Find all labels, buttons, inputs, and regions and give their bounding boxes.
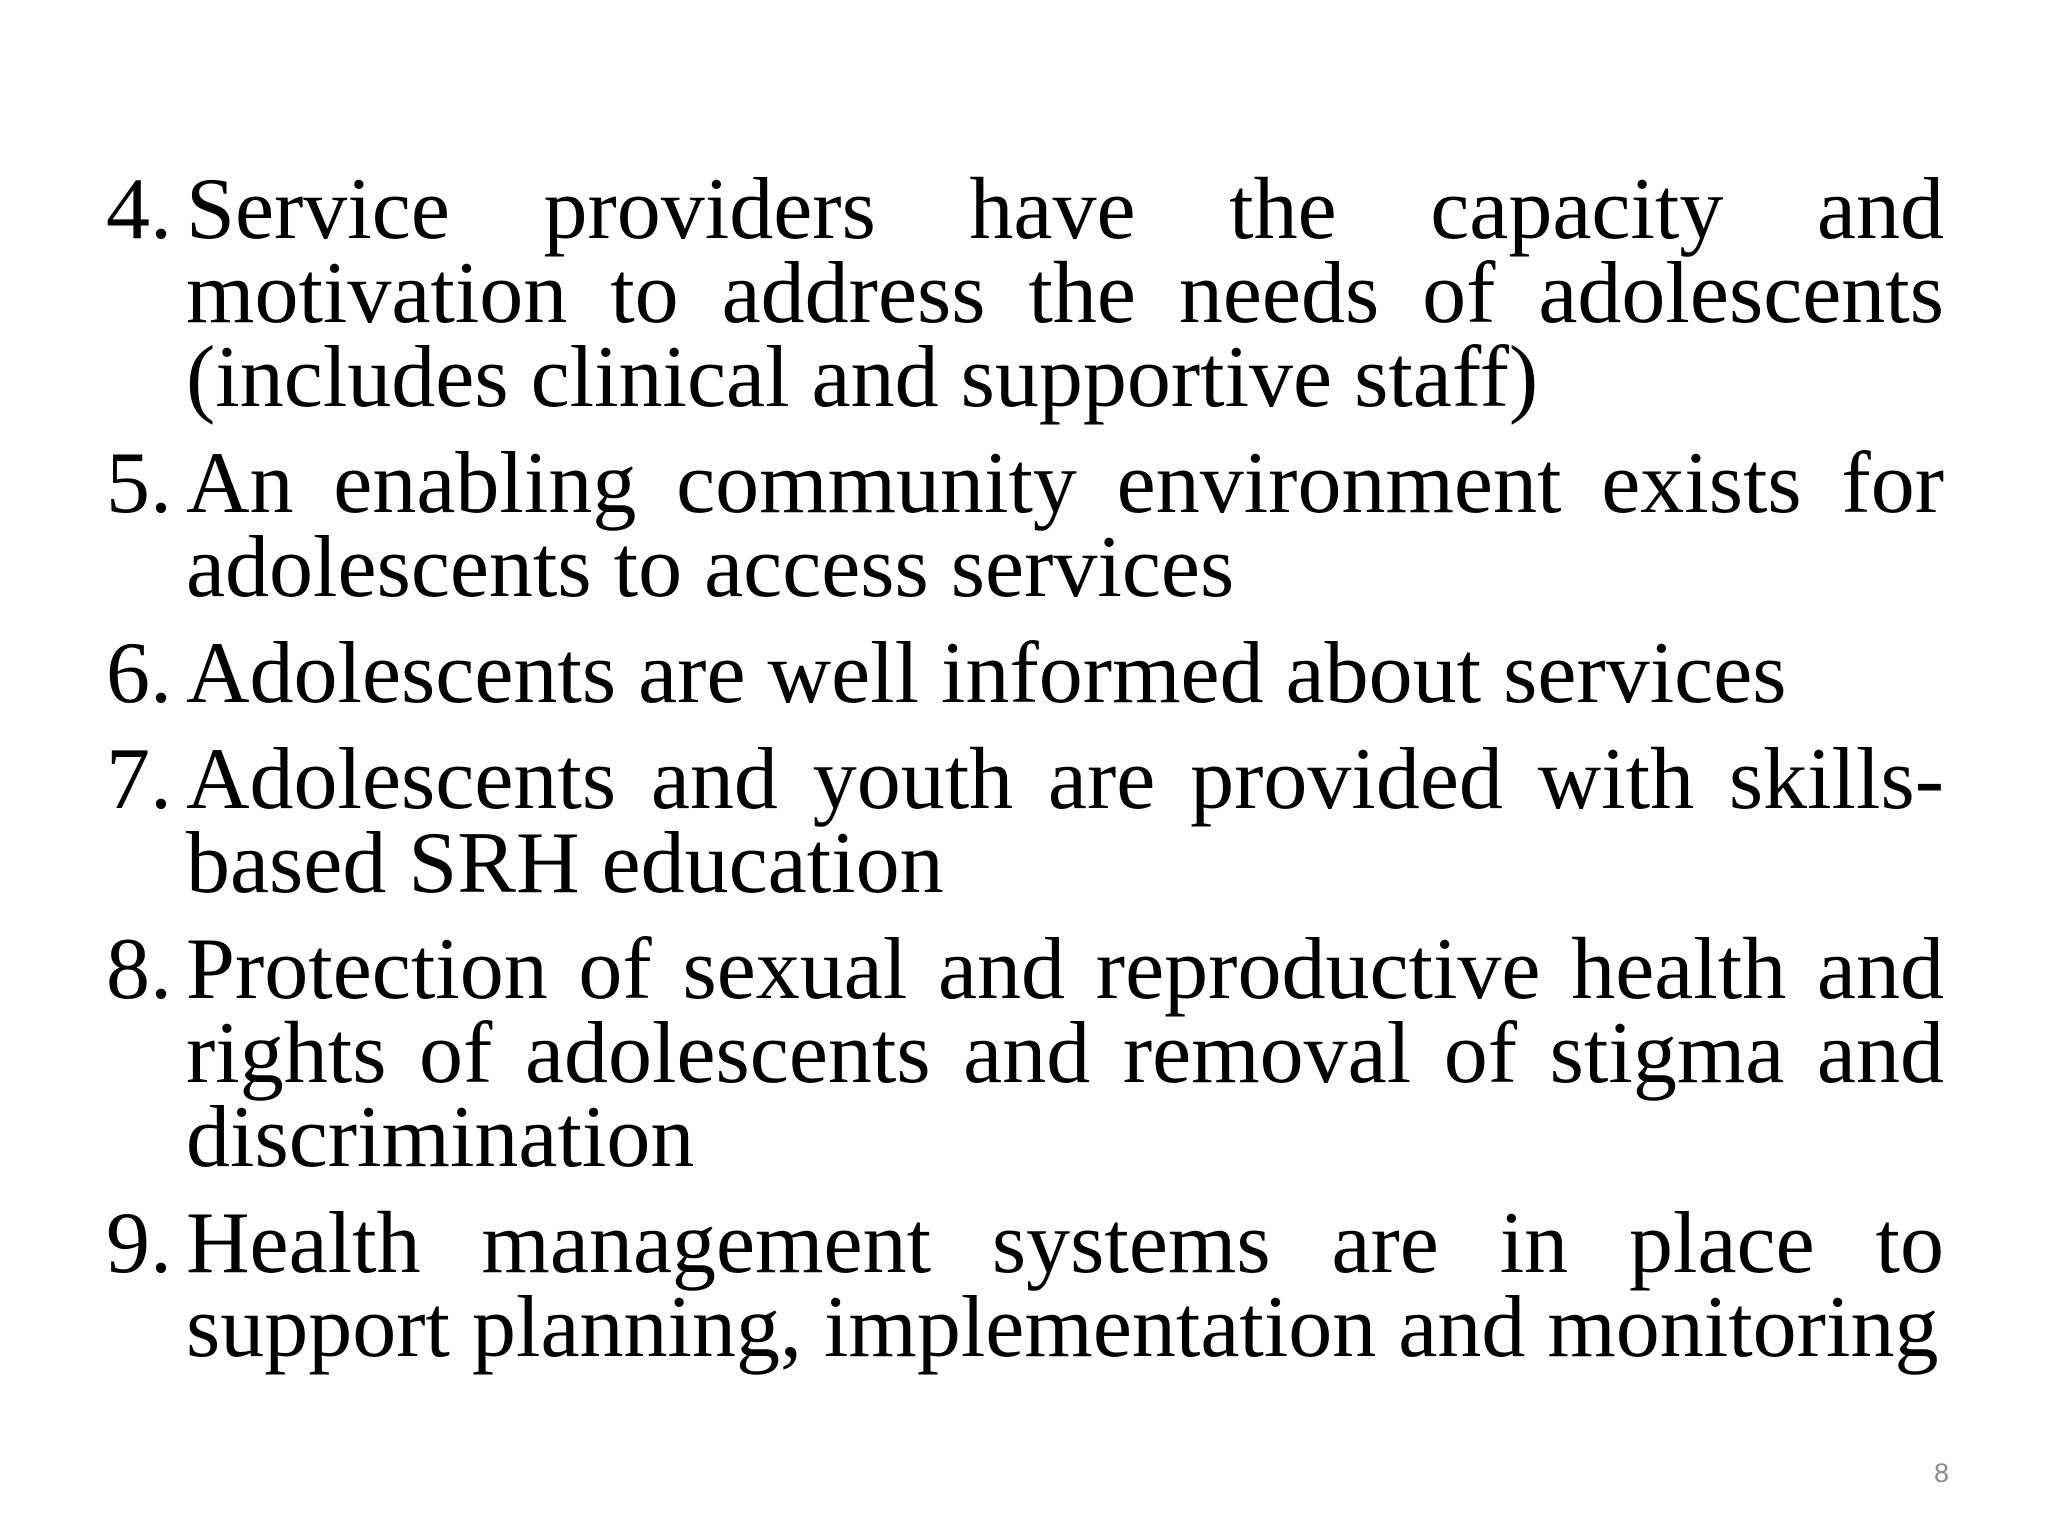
list-item-text: An enabling community environment exists for adolescents to access services bbox=[186, 435, 1944, 616]
list-item-text: Service providers have the capacity and motivation to address the needs of adolescents (includes clinical and supportive staff) bbox=[186, 161, 1944, 426]
list-item-number: 4. bbox=[106, 161, 172, 258]
list-item bbox=[106, 161, 1944, 426]
list-item bbox=[106, 435, 1944, 616]
list-item-number: 8. bbox=[106, 921, 172, 1018]
list-item bbox=[106, 731, 1944, 912]
list-item-text: Adolescents and youth are provided with skills-based SRH education bbox=[186, 731, 1944, 912]
slide-number: 8 bbox=[1933, 1458, 1949, 1488]
list-item-number: 9. bbox=[106, 1195, 172, 1292]
list-item-number: 5. bbox=[106, 435, 172, 532]
list-item-text: Adolescents are well informed about services bbox=[186, 625, 1787, 722]
list-item bbox=[106, 625, 1944, 722]
list-item-text: Protection of sexual and reproductive health and rights of adolescents and removal of stigma and discrimination bbox=[186, 921, 1944, 1186]
list-item-number: 6. bbox=[106, 625, 172, 722]
list-item-text: Health management systems are in place to support planning, implementation and monitoring bbox=[186, 1195, 1944, 1376]
list-item-number: 7. bbox=[106, 731, 172, 828]
list-item bbox=[106, 921, 1944, 1186]
numbered-list bbox=[106, 161, 1944, 1392]
list-item bbox=[106, 1195, 1944, 1376]
